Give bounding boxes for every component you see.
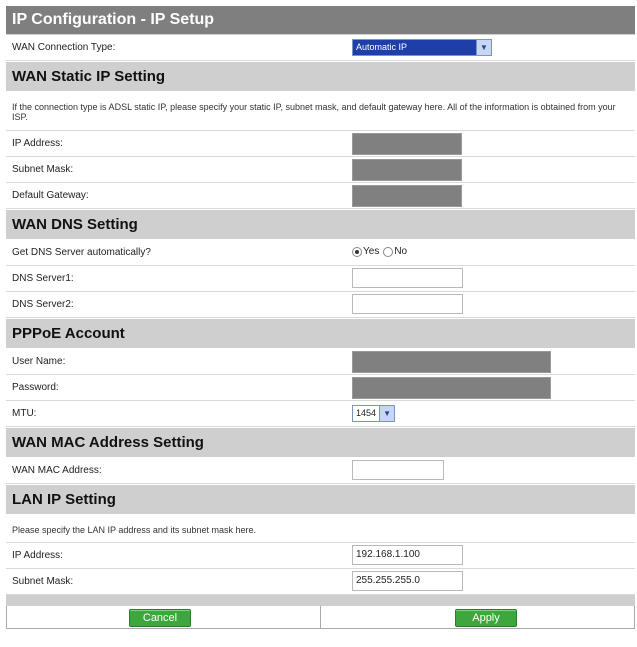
dns-auto-label: Get DNS Server automatically?: [12, 247, 151, 258]
pppoe-password-input[interactable]: [352, 377, 551, 399]
wan-connection-select[interactable]: [352, 39, 492, 56]
dns-server2-row: [6, 292, 635, 318]
dns-auto-no-label: No: [394, 246, 408, 257]
page-title: IP Configuration - IP Setup: [6, 6, 635, 35]
dns-auto-no-radio[interactable]: [383, 247, 393, 257]
lan-ip-label: IP Address:: [12, 550, 63, 561]
pppoe-mtu-row: [6, 401, 635, 427]
section-lan-ip: LAN IP Setting: [6, 484, 635, 515]
wan-mac-label: WAN MAC Address:: [12, 465, 102, 476]
cancel-cell: [7, 606, 321, 628]
wan-mac-input[interactable]: [352, 460, 444, 480]
mtu-value: 1454: [356, 408, 377, 418]
pppoe-user-label: User Name:: [12, 356, 66, 367]
apply-cell: [321, 606, 634, 628]
wan-connection-value: Automatic IP: [353, 40, 476, 55]
pppoe-password-row: [6, 375, 635, 401]
lan-ip-description: Please specify the LAN IP address and its subnet mask here.: [6, 515, 635, 543]
lan-mask-row: [6, 569, 635, 595]
apply-button[interactable]: Apply: [455, 609, 517, 627]
pppoe-user-input[interactable]: [352, 351, 551, 373]
section-wan-dns: WAN DNS Setting: [6, 209, 635, 240]
section-pppoe: PPPoE Account: [6, 318, 635, 349]
dns-server1-label: DNS Server1:: [12, 273, 74, 284]
dns-auto-row: [6, 240, 635, 266]
static-mask-label: Subnet Mask:: [12, 164, 74, 175]
wan-mac-row: [6, 458, 635, 484]
pppoe-password-label: Password:: [12, 382, 59, 393]
wan-connection-label: WAN Connection Type:: [12, 42, 116, 53]
pppoe-user-row: [6, 349, 635, 375]
ip-setup-panel: [6, 6, 635, 629]
static-mask-input[interactable]: [352, 159, 462, 181]
static-ip-input[interactable]: [352, 133, 462, 155]
dns-server1-input[interactable]: [352, 268, 463, 288]
static-gateway-row: [6, 183, 635, 209]
static-gateway-label: Default Gateway:: [12, 190, 89, 201]
button-row: [6, 606, 635, 629]
dns-auto-yes-radio[interactable]: [352, 247, 362, 257]
static-ip-row: [6, 131, 635, 157]
footer-divider: [6, 595, 635, 606]
cancel-button[interactable]: Cancel: [129, 609, 191, 627]
wan-connection-row: [6, 35, 635, 61]
chevron-down-icon[interactable]: ▼: [476, 40, 491, 55]
static-gateway-input[interactable]: [352, 185, 462, 207]
static-ip-description: If the connection type is ADSL static IP, please specify your static IP, subnet mask, and default gateway here. All of the information is obtained from your ISP.: [6, 92, 635, 131]
chevron-down-icon[interactable]: ▼: [379, 406, 394, 421]
dns-server2-label: DNS Server2:: [12, 299, 74, 310]
dns-auto-yes-label: Yes: [363, 246, 380, 257]
section-wan-mac: WAN MAC Address Setting: [6, 427, 635, 458]
pppoe-mtu-label: MTU:: [12, 408, 37, 419]
dns-server1-row: [6, 266, 635, 292]
mtu-select[interactable]: [352, 405, 395, 422]
lan-ip-input[interactable]: 192.168.1.100: [352, 545, 463, 565]
static-ip-label: IP Address:: [12, 138, 63, 149]
lan-mask-label: Subnet Mask:: [12, 576, 74, 587]
static-mask-row: [6, 157, 635, 183]
section-wan-static-ip: WAN Static IP Setting: [6, 61, 635, 92]
lan-mask-input[interactable]: 255.255.255.0: [352, 571, 463, 591]
dns-server2-input[interactable]: [352, 294, 463, 314]
lan-ip-row: [6, 543, 635, 569]
